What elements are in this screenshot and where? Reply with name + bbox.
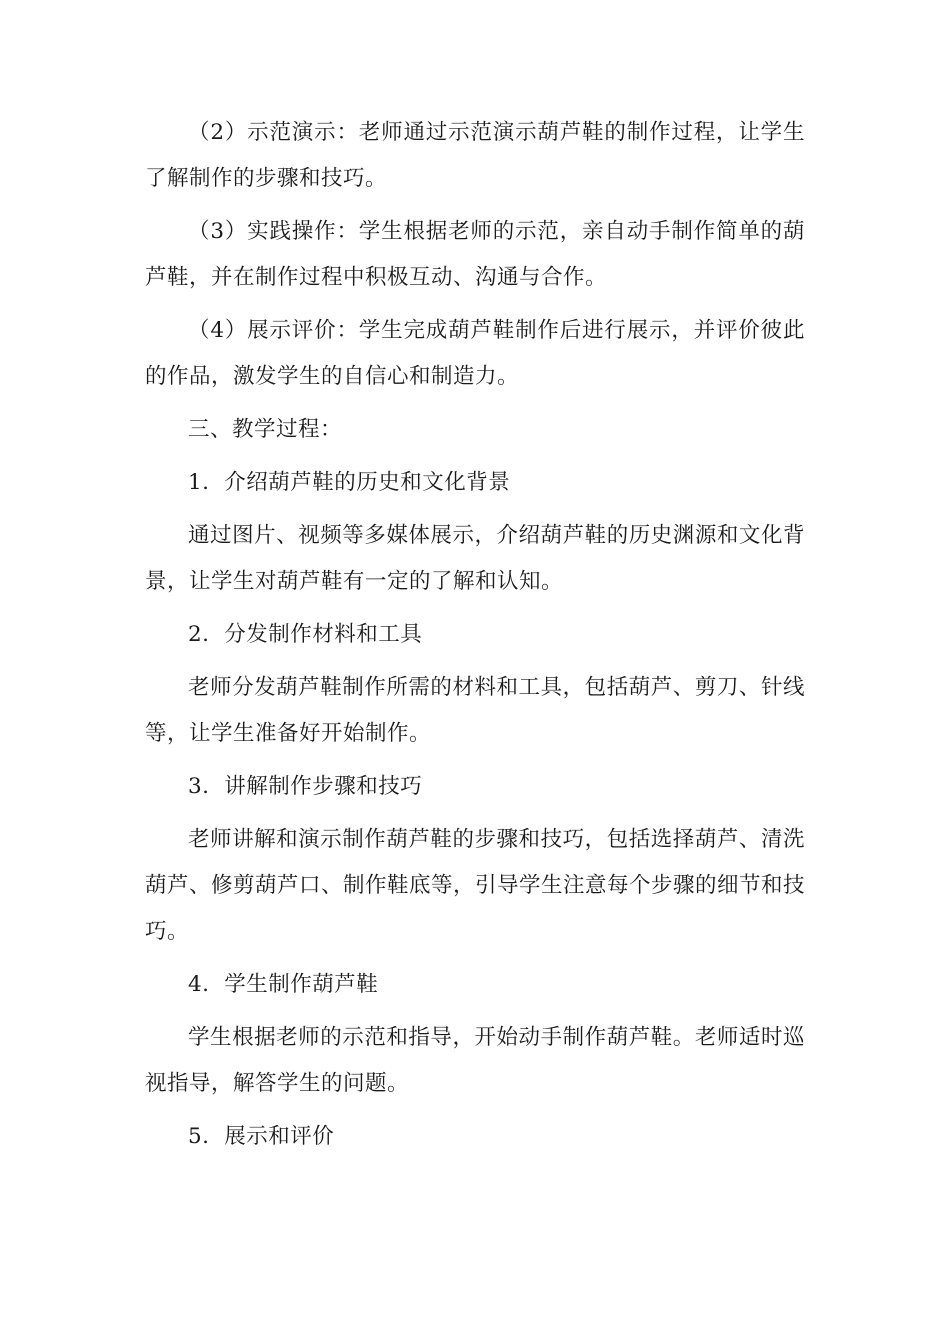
list-item-number: 5. bbox=[188, 1124, 210, 1149]
list-item-1-heading bbox=[145, 460, 805, 506]
paragraph-materials: 老师分发葫芦鞋制作所需的材料和工具，包括葫芦、剪刀、针线等，让学生准备好开始制作。 bbox=[145, 675, 805, 746]
paragraph-student-making: 学生根据老师的示范和指导，开始动手制作葫芦鞋。老师适时巡视指导，解答学生的问题。 bbox=[145, 1025, 805, 1096]
list-item-5-heading bbox=[145, 1114, 805, 1160]
list-item-number: 4. bbox=[188, 972, 210, 997]
section-heading-teaching-process: 三、教学过程： bbox=[188, 417, 343, 442]
document-body bbox=[145, 110, 805, 1160]
list-item-title: 分发制作材料和工具 bbox=[224, 622, 423, 647]
list-item-3-heading bbox=[145, 764, 805, 810]
paragraph-demonstration: （2）示范演示：老师通过示范演示葫芦鞋的制作过程，让学生了解制作的步骤和技巧。 bbox=[145, 120, 805, 191]
list-item-title: 展示和评价 bbox=[224, 1124, 335, 1149]
paragraph-practice: （3）实践操作：学生根据老师的示范，亲自动手制作简单的葫芦鞋，并在制作过程中积极互动、沟通与合作。 bbox=[145, 219, 805, 290]
list-item-number: 3. bbox=[188, 774, 210, 799]
paragraph-history-intro: 通过图片、视频等多媒体展示，介绍葫芦鞋的历史渊源和文化背景，让学生对葫芦鞋有一定的了解和认知。 bbox=[145, 523, 805, 594]
list-item-title: 学生制作葫芦鞋 bbox=[224, 972, 379, 997]
list-item-number: 1. bbox=[188, 470, 210, 495]
list-item-title: 讲解制作步骤和技巧 bbox=[224, 774, 423, 799]
paragraph-evaluation: （4）展示评价：学生完成葫芦鞋制作后进行展示，并评价彼此的作品，激发学生的自信心和制造力。 bbox=[145, 318, 805, 389]
paragraph-steps: 老师讲解和演示制作葫芦鞋的步骤和技巧，包括选择葫芦、清洗葫芦、修剪葫芦口、制作鞋底等，引导学生注意每个步骤的细节和技巧。 bbox=[145, 827, 806, 944]
list-item-number: 2. bbox=[188, 622, 210, 647]
list-item-2-heading bbox=[145, 612, 805, 658]
list-item-title: 介绍葫芦鞋的历史和文化背景 bbox=[224, 470, 511, 495]
list-item-4-heading bbox=[145, 962, 805, 1008]
